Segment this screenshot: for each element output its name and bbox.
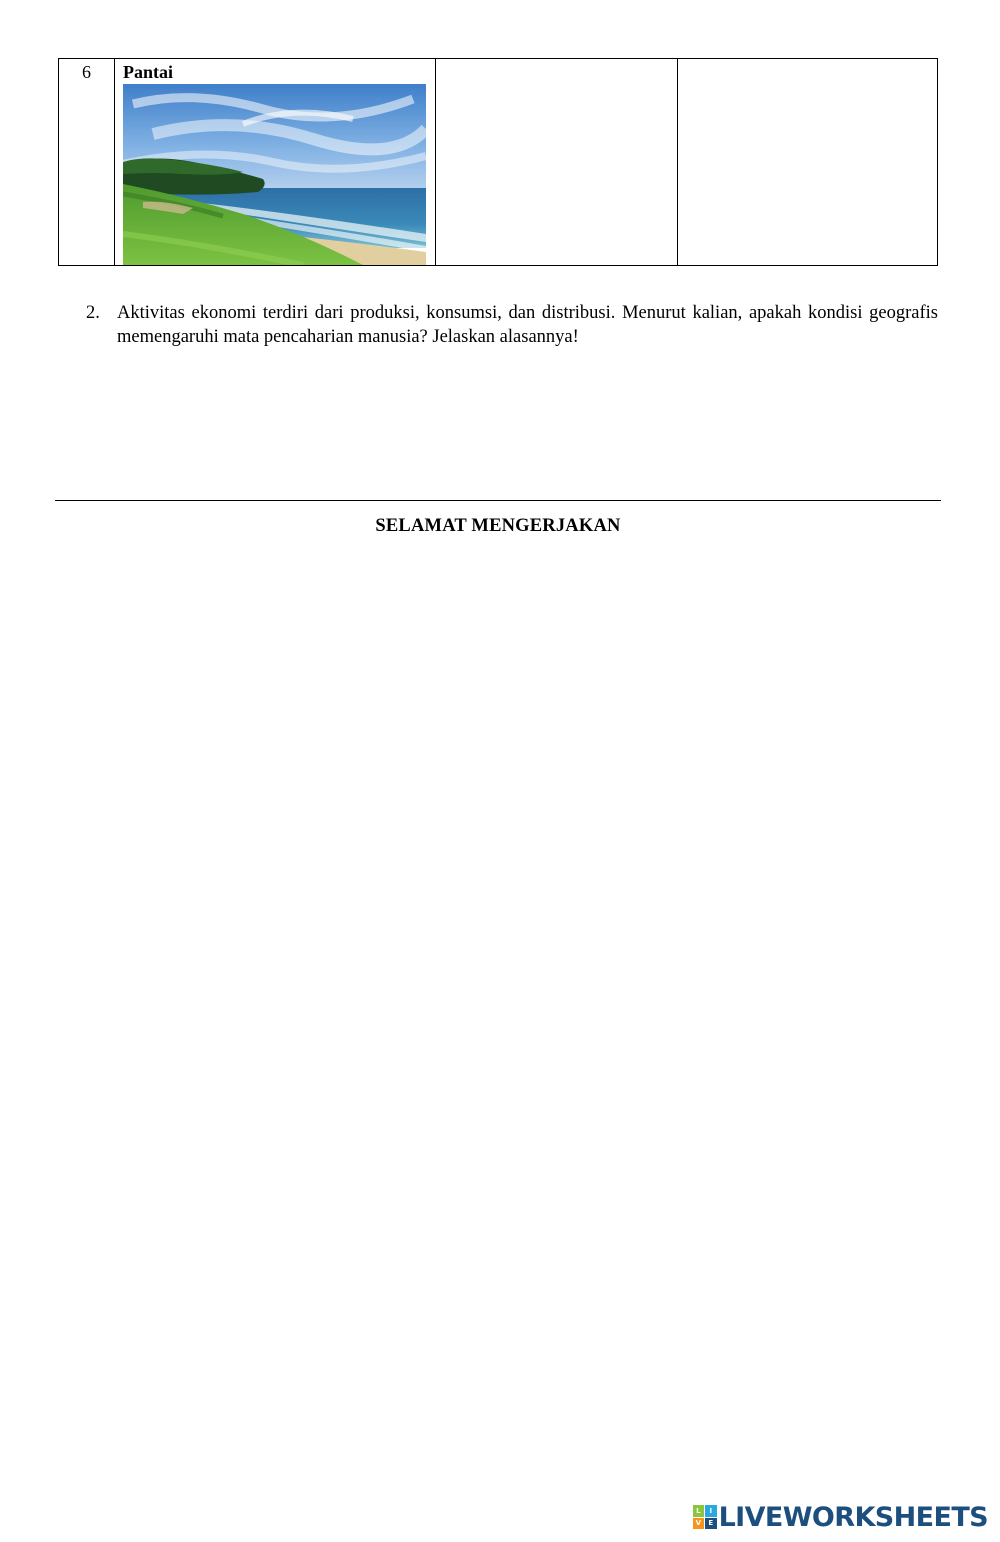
- row-number: 6: [59, 59, 115, 266]
- object-cell: [115, 59, 436, 266]
- logo-mark-letter: L: [693, 1505, 705, 1517]
- object-title: Pantai: [123, 62, 174, 82]
- logo-mark-letter: I: [705, 1505, 717, 1517]
- answer-cell-2[interactable]: [678, 59, 938, 266]
- question-number: 2.: [86, 303, 100, 323]
- closing-text: SELAMAT MENGERJAKAN: [375, 516, 621, 536]
- logo-mark-letter: V: [693, 1518, 705, 1530]
- logo-mark-letter: E: [705, 1518, 717, 1530]
- question-text: Aktivitas ekonomi terdiri dari produksi, konsumsi, dan distribusi. Menurut kalian, apakah kondisi geografis memengaruhi mata pencaharian manusia? Jelaskan alasannya!: [117, 303, 938, 347]
- liveworksheets-logo: [693, 1500, 988, 1534]
- table-row: [59, 59, 938, 266]
- answer-cell-1[interactable]: [436, 59, 678, 266]
- beach-photo: [123, 84, 426, 265]
- worksheet-table: [58, 58, 938, 266]
- divider-line: [55, 500, 941, 501]
- question-2: [86, 301, 938, 349]
- logo-text: LIVEWORKSHEETS: [718, 1501, 988, 1533]
- logo-mark-icon: [693, 1505, 717, 1529]
